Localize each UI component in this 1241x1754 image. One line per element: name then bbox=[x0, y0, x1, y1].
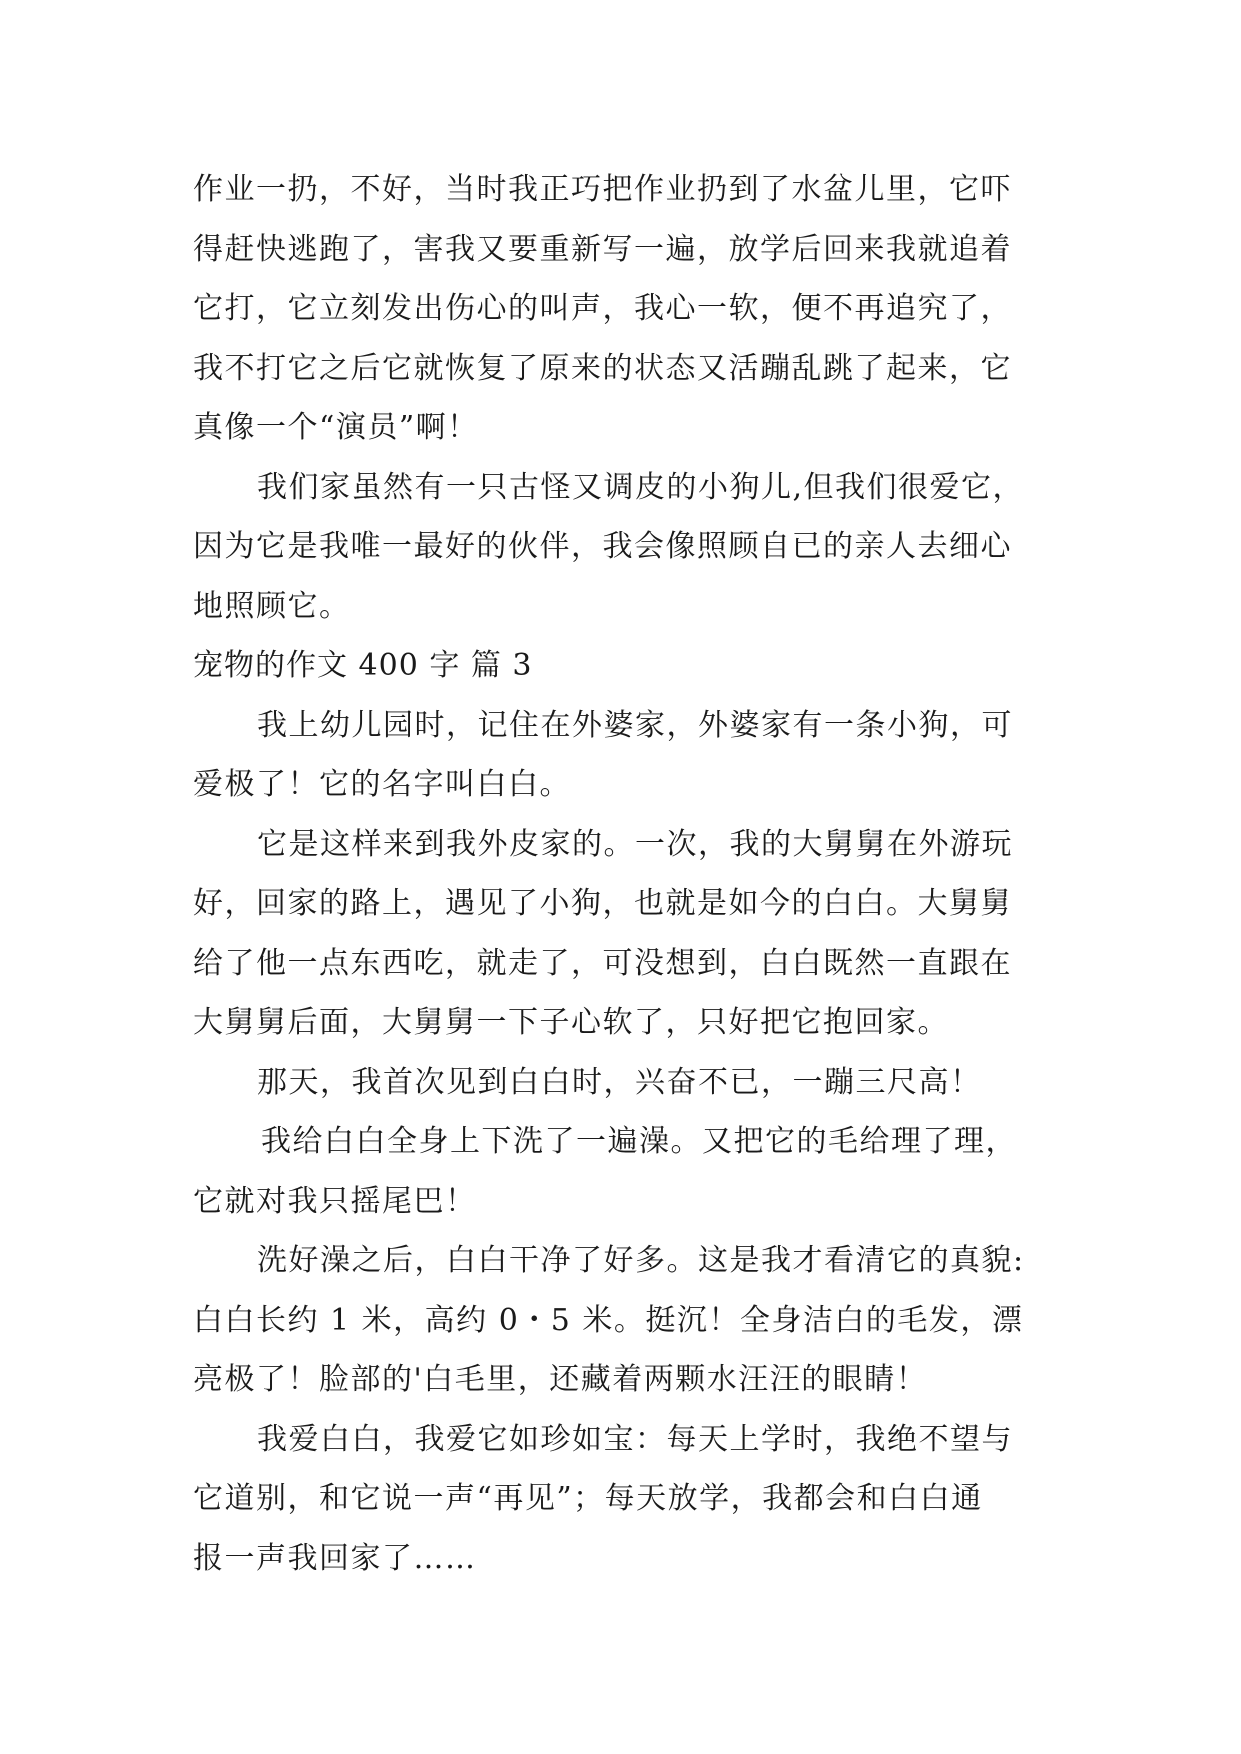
text-line: 亮极了！脸部的'白毛里，还藏着两颗水汪汪的眼睛！ bbox=[193, 1362, 928, 1397]
text-line: 我不打它之后它就恢复了原来的状态又活蹦乱跳了起来，它 bbox=[193, 350, 1012, 386]
paragraph-first-line: 洗好澡之后，白白干净了好多。这是我才看清它的真貌: bbox=[257, 1243, 1025, 1278]
text-line: 好，回家的路上，遇见了小狗，也就是如今的白白。大舅舅 bbox=[193, 886, 1012, 921]
text-line: 爱极了！它的名字叫白白。 bbox=[193, 767, 571, 802]
paragraph-first-line: 那天，我首次见到白白时，兴奋不已，一蹦三尺高！ bbox=[257, 1064, 982, 1100]
document-body bbox=[193, 160, 1073, 1588]
text-line: 白白长约 1 米，高约 0・5 米。挺沉！全身洁白的毛发，漂 bbox=[193, 1302, 1024, 1338]
paragraph-first-line: 它是这样来到我外皮家的。一次，我的大舅舅在外游玩 bbox=[257, 826, 1013, 862]
paragraph-first-line: 我给白白全身上下洗了一遍澡。又把它的毛给理了理， bbox=[261, 1124, 1017, 1159]
text-line: 它就对我只摇尾巴！ bbox=[193, 1183, 477, 1219]
text-line: 作业一扔，不好，当时我正巧把作业扔到了水盆儿里，它吓 bbox=[193, 172, 1012, 207]
text-line: 地照顾它。 bbox=[193, 588, 351, 624]
section-heading: 宠物的作文 400 字 篇 3 bbox=[193, 648, 533, 683]
paragraph-first-line: 我上幼儿园时，记住在外婆家，外婆家有一条小狗，可 bbox=[257, 707, 1013, 743]
text-line: 报一声我回家了…… bbox=[193, 1540, 477, 1576]
text-line: 大舅舅后面，大舅舅一下子心软了，只好把它抱回家。 bbox=[193, 1005, 949, 1040]
text-line: 它道别，和它说一声“再见”；每天放学，我都会和白白通 bbox=[193, 1481, 983, 1516]
text-line: 因为它是我唯一最好的伙伴，我会像照顾自已的亲人去细心 bbox=[193, 529, 1012, 564]
paragraph-first-line: 我爱白白，我爱它如珍如宝：每天上学时，我绝不望与 bbox=[257, 1421, 1013, 1457]
text-line: 给了他一点东西吃，就走了，可没想到，白白既然一直跟在 bbox=[193, 945, 1012, 981]
text-line: 真像一个“演员”啊！ bbox=[193, 410, 479, 445]
text-line: 它打，它立刻发出伤心的叫声，我心一软，便不再追究了， bbox=[193, 291, 1012, 326]
text-line: 得赶快逃跑了，害我又要重新写一遍，放学后回来我就追着 bbox=[193, 231, 1012, 267]
paragraph-first-line: 我们家虽然有一只古怪又调皮的小狗儿,但我们很爱它， bbox=[257, 469, 1025, 505]
